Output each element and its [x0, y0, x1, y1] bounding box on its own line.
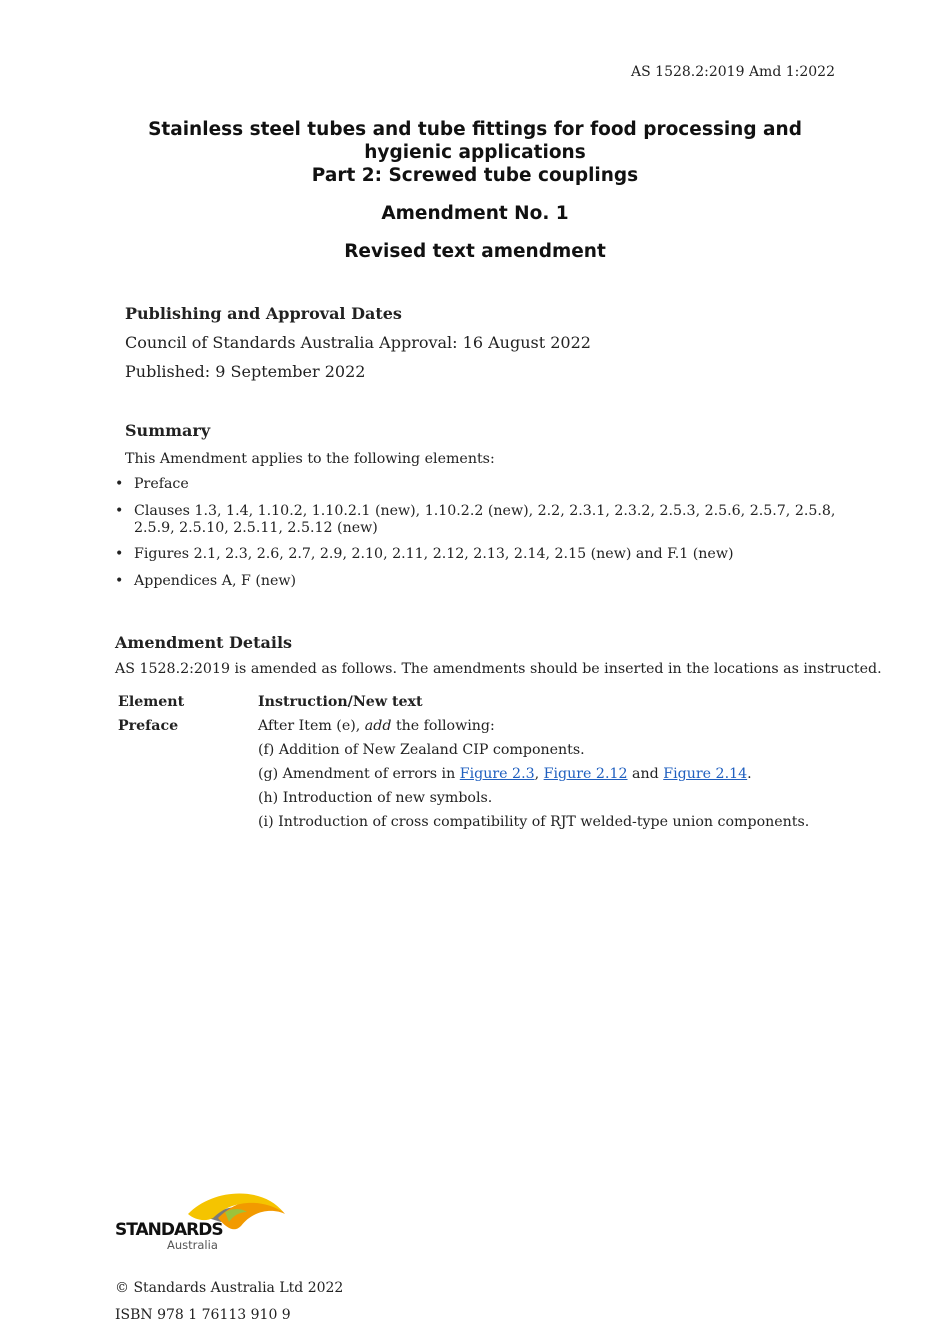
details-heading: Amendment Details [115, 633, 293, 652]
column-header-instruction: Instruction/New text [258, 694, 423, 710]
logo-wordmark: STANDARDS [115, 1220, 223, 1240]
list-item: • Appendices A, F (new) [115, 573, 840, 590]
list-item: • Preface [115, 476, 840, 493]
copyright: © Standards Australia Ltd 2022 [115, 1280, 344, 1296]
summary-list [115, 476, 840, 600]
instruction-item-h: (h) Introduction of new symbols. [258, 790, 493, 806]
instruction-item-f: (f) Addition of New Zealand CIP components. [258, 742, 585, 758]
instruction-item-g: (g) Amendment of errors in Figure 2.3, Figure 2.12 and Figure 2.14. [258, 766, 752, 782]
element-cell: Preface [118, 718, 179, 734]
logo-subtitle: Australia [167, 1238, 218, 1252]
isbn: ISBN 978 1 76113 910 9 [115, 1307, 291, 1323]
amendment-number: Amendment No. 1 [381, 203, 569, 224]
instruction-cell: After Item (e), add the following: [258, 718, 495, 734]
details-intro: AS 1528.2:2019 is amended as follows. The amendments should be inserted in the locations as instructed. [115, 661, 882, 677]
title-block [115, 118, 835, 262]
dates-heading: Publishing and Approval Dates [125, 304, 402, 323]
document-reference: AS 1528.2:2019 Amd 1:2022 [631, 64, 835, 80]
figure-2-12-link[interactable]: Figure 2.12 [543, 766, 628, 782]
summary-heading: Summary [125, 421, 211, 440]
amendment-type: Revised text amendment [344, 241, 606, 262]
figure-2-14-link[interactable]: Figure 2.14 [663, 766, 748, 782]
document-subtitle: Part 2: Screwed tube couplings [311, 165, 639, 186]
list-item: • Clauses 1.3, 1.4, 1.10.2, 1.10.2.1 (new), 1.10.2.2 (new), 2.2, 2.3.1, 2.3.2, 2.5.3, 2.5.6, 2.5.7, 2.5.8, 2.5.9, 2.5.10, 2.5.11, 2.5.12 (new) [115, 503, 840, 537]
figure-2-3-link[interactable]: Figure 2.3 [459, 766, 535, 782]
published-date: Published: 9 September 2022 [125, 362, 366, 381]
approval-date: Council of Standards Australia Approval: 16 August 2022 [125, 333, 591, 352]
document-title: Stainless steel tubes and tube fittings for food processing and hygienic applications [148, 119, 802, 163]
instruction-item-i: (i) Introduction of cross compatibility of RJT welded-type union components. [258, 814, 810, 830]
summary-intro: This Amendment applies to the following elements: [125, 451, 495, 467]
list-item: • Figures 2.1, 2.3, 2.6, 2.7, 2.9, 2.10, 2.11, 2.12, 2.13, 2.14, 2.15 (new) and F.1 (new) [115, 546, 840, 563]
column-header-element: Element [118, 694, 185, 710]
